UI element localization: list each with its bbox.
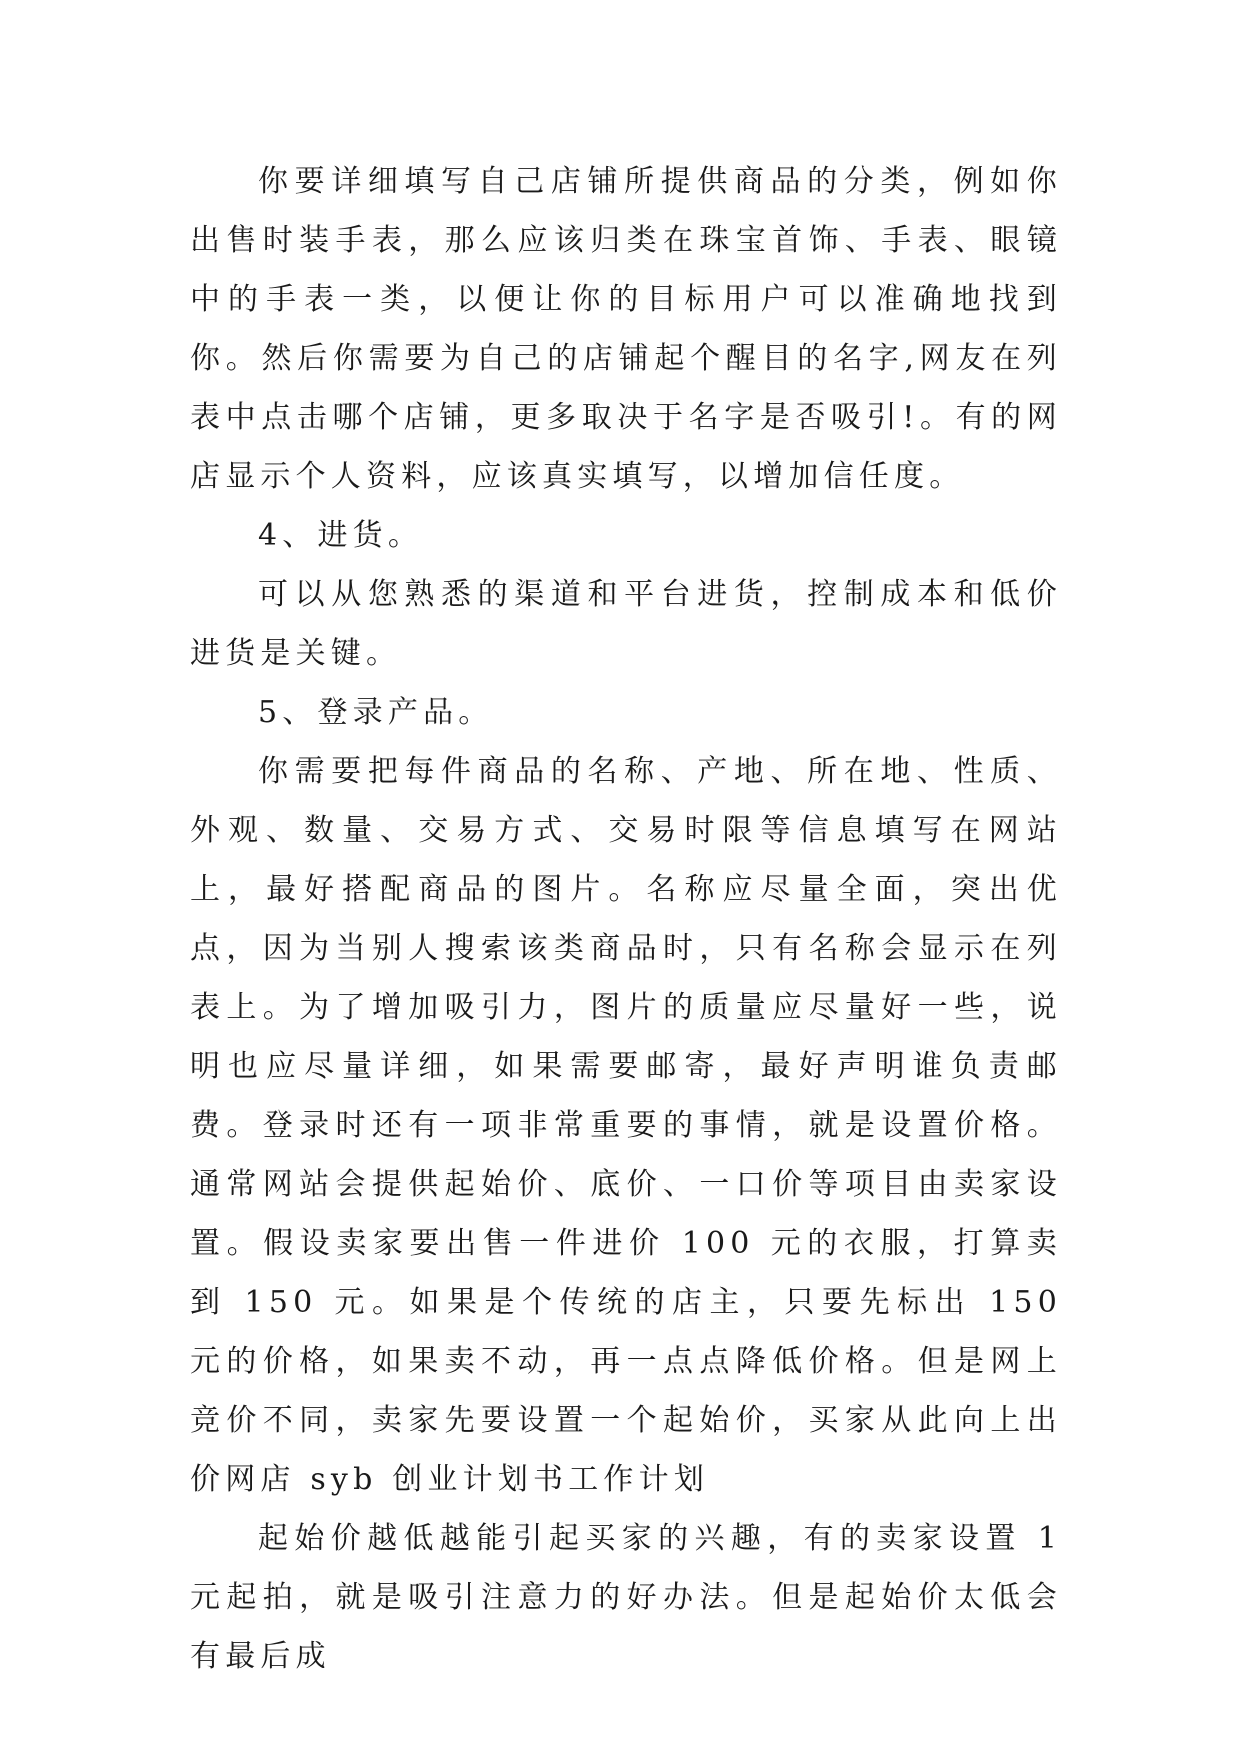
- paragraph-stock-purchase: 可以从您熟悉的渠道和平台进货，控制成本和低价进货是关键。: [190, 577, 1062, 671]
- paragraph-starting-price: 起始价越低越能引起买家的兴趣，有的卖家设置 1 元起拍，就是吸引注意力的好办法。但是起始价太低会有最后成: [190, 1521, 1062, 1674]
- document-body: [190, 152, 1062, 1686]
- paragraph-shop-category: 你要详细填写自己店铺所提供商品的分类，例如你出售时装手表，那么应该归类在珠宝首饰、手表、眼镜中的手表一类，以便让你的目标用户可以准确地找到你。然后你需要为自己的店铺起个醒目的名字,网友在列表中点击哪个店铺，更多取决于名字是否吸引!。有的网店显示个人资料，应该真实填写，以增加信任度。: [190, 164, 1062, 494]
- paragraph-product-listing: 你需要把每件商品的名称、产地、所在地、性质、外观、数量、交易方式、交易时限等信息填写在网站上，最好搭配商品的图片。名称应尽量全面，突出优点，因为当别人搜索该类商品时，只有名称会显示在列表上。为了增加吸引力，图片的质量应尽量好一些，说明也应尽量详细，如果需要邮寄，最好声明谁负责邮费。登录时还有一项非常重要的事情，就是设置价格。通常网站会提供起始价、底价、一口价等项目由卖家设置。假设卖家要出售一件进价 100 元的衣服，打算卖到 150 元。如果是个传统的店主，只要先标出 150 元的价格，如果卖不动，再一点点降低价格。但是网上竞价不同，卖家先要设置一个起始价，买家从此向上出价网店 syb 创业计划书工作计划: [190, 754, 1062, 1497]
- heading-product-listing: 5、登录产品。: [258, 695, 494, 730]
- heading-stock-purchase: 4、进货。: [258, 518, 424, 553]
